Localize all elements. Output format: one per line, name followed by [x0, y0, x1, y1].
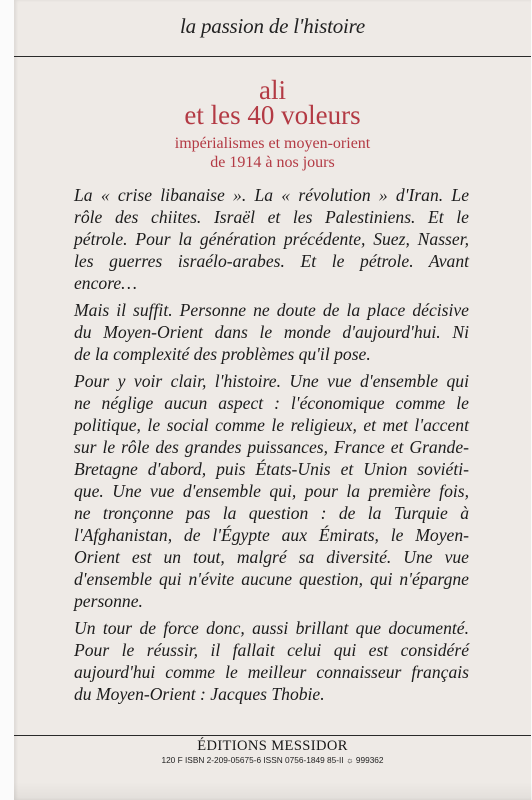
- top-rule: [14, 56, 531, 57]
- blurb-line: du Moyen-Orient : Jacques Thobie.: [74, 684, 325, 704]
- blurb-paragraph: [74, 617, 469, 705]
- blurb-line: du Moyen-Orient dans le monde d'aujourd'hui. Ni: [74, 322, 469, 342]
- cover-shadow: [14, 782, 532, 800]
- isbn-line: 120 F ISBN 2-209-05675-6 ISSN 0756-1849 85-II ☼ 999362: [161, 755, 384, 765]
- blurb-line: ne néglige aucun aspect : l'économique comme le: [74, 393, 469, 413]
- collection-name: la passion de l'histoire: [180, 14, 365, 38]
- bottom-rule: [14, 735, 531, 736]
- blurb-line: que. Une vue d'ensemble qui, pour la première fois,: [74, 481, 469, 501]
- book-subtitle-line-2: de 1914 à nos jours: [210, 154, 335, 171]
- blurb-line: La « crise libanaise ». La « révolution » d'Iran. Le: [74, 185, 469, 205]
- blurb-line: l'Afghanistan, de l'Égypte aux Émirats, le Moyen-: [74, 525, 469, 545]
- blurb-line: les guerres israélo-arabes. Et le pétrole. Avant: [74, 251, 469, 271]
- blurb-line: Pour y voir clair, l'histoire. Une vue d'ensemble qui: [74, 371, 469, 391]
- blurb-line: de la complexité des problèmes qu'il pose.: [74, 344, 371, 364]
- blurb-line: aujourd'hui comme le meilleur connaisseur français: [74, 662, 469, 682]
- blurb-line: d'ensemble qui n'évite aucune question, qui n'épargne: [74, 569, 469, 589]
- blurb-line: sur le rôle des grandes puissances, France et Grande-: [74, 437, 469, 457]
- blurb-line: ne tronçonne pas la question : de la Turquie à: [74, 503, 469, 523]
- blurb-line: Bretagne d'abord, puis États-Unis et Union soviéti-: [74, 459, 469, 479]
- blurb-line: rôle des chiites. Israël et les Palestiniens. Et le: [74, 207, 469, 227]
- blurb-paragraph: [74, 299, 469, 365]
- blurb-line: Pour le réussir, il fallait celui qui est considéré: [74, 640, 469, 660]
- book-subtitle-line-1: impérialismes et moyen-orient: [174, 135, 371, 152]
- blurb-line: pétrole. Pour la génération précédente, Suez, Nasser,: [74, 229, 469, 249]
- blurb-line: personne.: [74, 591, 143, 611]
- blurb-paragraph: [74, 184, 469, 294]
- book-title-line-2: et les 40 voleurs: [184, 100, 361, 130]
- blurb-line: Mais il suffit. Personne ne doute de la place décisive: [74, 300, 469, 320]
- blurb-paragraph: [74, 370, 469, 612]
- book-title-line-1: ali: [259, 75, 286, 105]
- blurb-line: Un tour de force donc, aussi brillant que documenté.: [74, 618, 469, 638]
- blurb-text: [74, 184, 469, 710]
- blurb-line: Orient est un tout, malgré sa diversité. Une vue: [74, 547, 469, 567]
- blurb-line: politique, le social comme le religieux, et met l'accent: [74, 415, 469, 435]
- blurb-line: encore…: [74, 273, 137, 293]
- publisher-name: ÉDITIONS MESSIDOR: [197, 738, 348, 754]
